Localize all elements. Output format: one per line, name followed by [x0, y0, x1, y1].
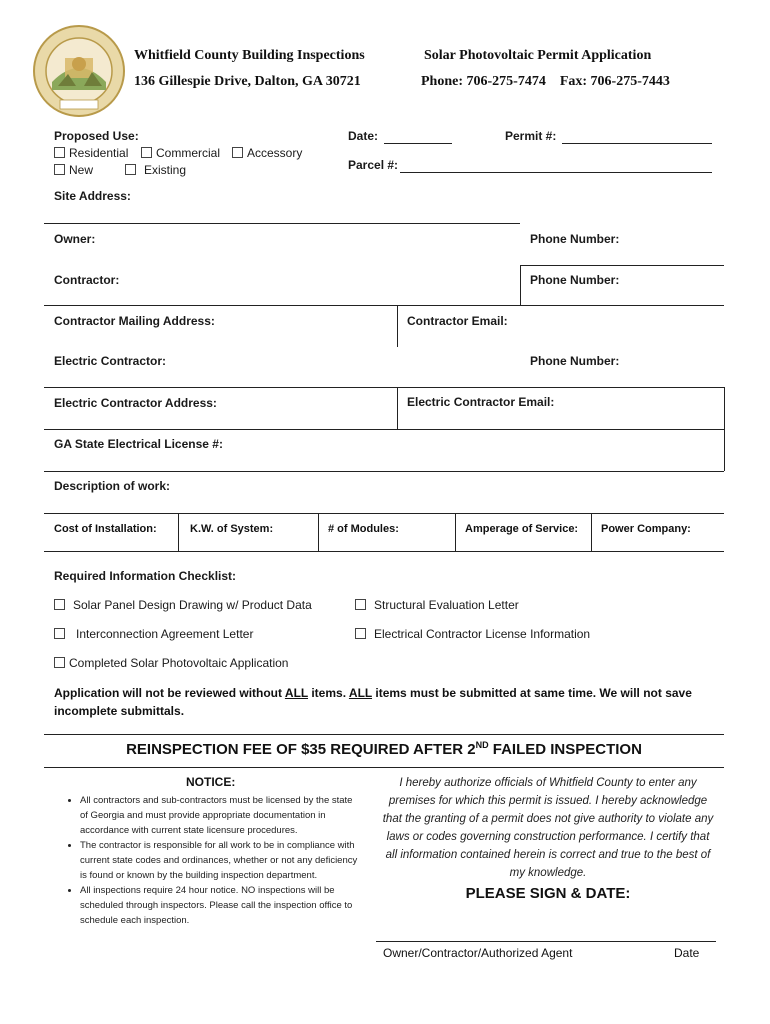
checkbox-icon[interactable]: [232, 147, 243, 158]
specs-bottom-line: [44, 551, 724, 552]
owner-phone-field[interactable]: [520, 265, 724, 266]
contractor-row-line[interactable]: [44, 305, 724, 306]
checkbox-icon[interactable]: [54, 599, 65, 610]
site-address-label: Site Address:: [54, 189, 131, 203]
ga-license-line[interactable]: [44, 471, 724, 472]
contractor-email-label: Contractor Email:: [407, 314, 508, 328]
checkbox-icon[interactable]: [141, 147, 152, 158]
site-address-field[interactable]: [44, 223, 520, 224]
checkbox-icon[interactable]: [54, 164, 65, 175]
contractor-label: Contractor:: [54, 273, 120, 287]
checkbox-icon[interactable]: [125, 164, 136, 175]
org-address: 136 Gillespie Drive, Dalton, GA 30721: [134, 74, 361, 89]
spec-power-company[interactable]: Power Company:: [601, 523, 691, 535]
use-existing[interactable]: Existing: [125, 163, 186, 177]
checklist-title: Required Information Checklist:: [54, 569, 237, 583]
permit-label: Permit #:: [505, 129, 557, 143]
electric-email-label: Electric Contractor Email:: [407, 395, 555, 409]
date-field[interactable]: [384, 143, 452, 144]
checklist-design-drawing[interactable]: Solar Panel Design Drawing w/ Product Data: [54, 598, 312, 612]
checkbox-icon[interactable]: [54, 628, 65, 639]
spec-kw[interactable]: K.W. of System:: [190, 523, 274, 535]
parcel-label: Parcel #:: [348, 158, 399, 172]
use-new[interactable]: New: [54, 163, 93, 177]
date-label: Date:: [348, 129, 379, 143]
authorization-statement: I hereby authorize officials of Whitfield County to enter any premises for which this permit is issued. I hereby acknowledge that the granting of a permit does not give authority to violate any laws or codes governing construction performance. I certify that all information contained herein is correct and true to the best of my knowledge.: [382, 777, 714, 879]
checklist-license[interactable]: Electrical Contractor License Information: [355, 627, 590, 641]
checklist-structural[interactable]: Structural Evaluation Letter: [355, 598, 519, 612]
permit-field[interactable]: [562, 143, 712, 144]
notice-title: NOTICE:: [186, 775, 236, 789]
reinspection-banner: REINSPECTION FEE OF $35 REQUIRED AFTER 2ND FAILED INSPECTION: [126, 740, 642, 758]
spec-cost[interactable]: Cost of Installation:: [54, 523, 157, 535]
org-name: Whitfield County Building Inspections: [134, 48, 365, 63]
notice-item: • All contractors and sub-contractors must be licensed by the state of Georgia and must provide appropriate documentation in accordance with current state licensure procedures.: [80, 793, 362, 838]
spec-amperage[interactable]: Amperage of Service:: [465, 523, 579, 535]
owner-phone-label: Phone Number:: [530, 232, 620, 246]
spec-modules[interactable]: # of Modules:: [328, 523, 399, 535]
checklist-interconnection[interactable]: Interconnection Agreement Letter: [54, 627, 253, 641]
contractor-mailing-label: Contractor Mailing Address:: [54, 314, 215, 328]
notice-block: [54, 793, 362, 928]
electric-address-line[interactable]: [44, 429, 724, 430]
submission-warning: Application will not be reviewed without ALL items. ALL items must be submitted at same time. We will not save incomplete submittals.: [54, 686, 692, 718]
electric-contractor-label: Electric Contractor:: [54, 354, 167, 368]
use-accessory[interactable]: Accessory: [232, 146, 302, 160]
description-label: Description of work:: [54, 479, 171, 493]
electric-contractor-line[interactable]: [44, 387, 724, 388]
signature-date-label: Date: [674, 946, 700, 960]
contact-info: Phone: 706-275-7474 Fax: 706-275-7443: [421, 74, 670, 89]
sign-date-title: PLEASE SIGN & DATE:: [465, 885, 631, 902]
use-residential[interactable]: Residential: [54, 146, 128, 160]
checkbox-icon[interactable]: [54, 147, 65, 158]
signature-label: Owner/Contractor/Authorized Agent: [383, 946, 573, 960]
checkbox-icon[interactable]: [355, 628, 366, 639]
ga-license-label: GA State Electrical License #:: [54, 437, 223, 451]
specs-top-line: [44, 513, 724, 514]
checklist-application[interactable]: Completed Solar Photovoltaic Application: [54, 656, 288, 670]
owner-label: Owner:: [54, 232, 96, 246]
proposed-use-label: Proposed Use:: [54, 129, 139, 143]
use-commercial[interactable]: Commercial: [141, 146, 220, 160]
signature-line[interactable]: [376, 941, 716, 942]
contractor-phone-label: Phone Number:: [530, 273, 620, 287]
checkbox-icon[interactable]: [54, 657, 65, 668]
form-title: Solar Photovoltaic Permit Application: [424, 48, 652, 63]
checkbox-icon[interactable]: [355, 599, 366, 610]
electric-phone-label: Phone Number:: [530, 354, 620, 368]
notice-item: • The contractor is responsible for all work to be in compliance with current state codes and ordinances, whether or not any deficiency is found or known by the building inspection department.: [80, 838, 362, 883]
county-seal: [32, 24, 126, 118]
electric-address-label: Electric Contractor Address:: [54, 396, 217, 410]
notice-item: • All inspections require 24 hour notice. NO inspections will be scheduled through inspectors. Please call the inspection office to schedule each inspection.: [80, 883, 362, 928]
parcel-field[interactable]: [400, 172, 712, 173]
